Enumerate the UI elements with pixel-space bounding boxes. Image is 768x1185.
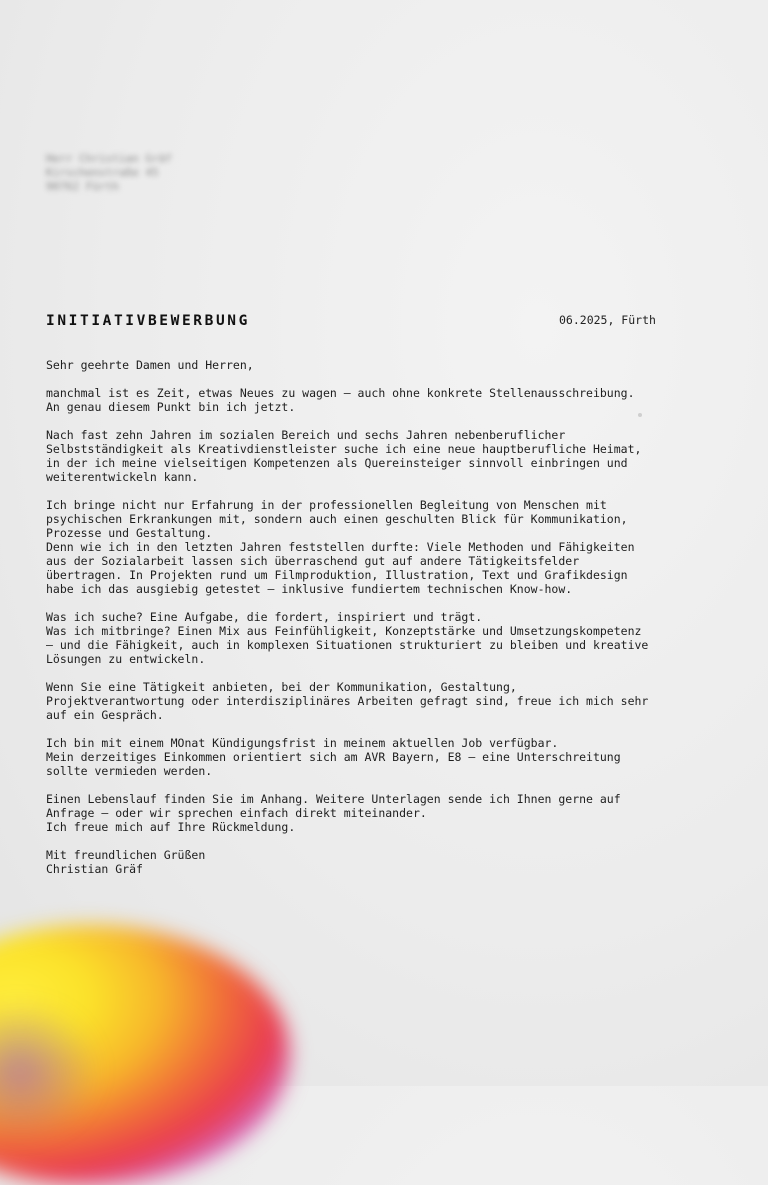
letter-paragraph: [46, 736, 726, 778]
letter-line: Ich bringe nicht nur Erfahrung in der professionellen Begleitung von Menschen mit: [46, 498, 607, 512]
letter-line: habe ich das ausgiebig getestet – inklusive fundiertem technischen Know-how.: [46, 582, 573, 596]
letter-line: auf ein Gespräch.: [46, 708, 164, 722]
letter-line: Was ich suche? Eine Aufgabe, die fordert, inspiriert und trägt.: [46, 610, 483, 624]
letter-line: Ich freue mich auf Ihre Rückmeldung.: [46, 820, 296, 834]
letter-line: Christian Gräf: [46, 862, 143, 876]
letter-line: Mein derzeitiges Einkommen orientiert sich am AVR Bayern, E8 – eine Unterschreitung: [46, 750, 621, 764]
letter-line: aus der Sozialarbeit lassen sich überraschend gut auf andere Tätigkeitsfelder: [46, 554, 580, 568]
letter-paragraph: [46, 680, 726, 722]
sender-city: 90762 Fürth: [46, 180, 119, 193]
letter-paragraph: [46, 386, 726, 414]
letter-line: Lösungen zu entwickeln.: [46, 652, 206, 666]
letter-line: in der ich meine vielseitigen Kompetenzen als Quereinsteiger sinnvoll einbringen und: [46, 456, 628, 470]
sender-street: Kirschenstraße 45: [46, 166, 159, 179]
date-place: 06.2025, Fürth: [559, 313, 656, 327]
letter-line: An genau diesem Punkt bin ich jetzt.: [46, 400, 296, 414]
letter-line: Was ich mitbringe? Einen Mix aus Feinfühligkeit, Konzeptstärke und Umsetzungskompetenz: [46, 624, 642, 638]
letter-line: Einen Lebenslauf finden Sie im Anhang. Weitere Unterlagen sende ich Ihnen gerne auf: [46, 792, 621, 806]
letter-paragraph: [46, 358, 726, 372]
letter-title: INITIATIVBEWERBUNG: [46, 313, 250, 329]
letter-line: Prozesse und Gestaltung.: [46, 526, 213, 540]
letter-line: Denn wie ich in den letzten Jahren feststellen durfte: Viele Methoden und Fähigkeiten: [46, 540, 635, 554]
letter-line: Selbstständigkeit als Kreativdienstleister suche ich eine neue hauptberufliche Heimat,: [46, 442, 642, 456]
letter-line: Sehr geehrte Damen und Herren,: [46, 358, 254, 372]
letter-paragraph: [46, 792, 726, 834]
letter-paragraph: [46, 428, 726, 484]
letter-line: Mit freundlichen Grüßen: [46, 848, 206, 862]
letter-line: psychischen Erkrankungen mit, sondern auch einen geschulten Blick für Kommunikation,: [46, 512, 628, 526]
sender-address-blurred: [46, 152, 172, 194]
letter-line: – und die Fähigkeit, auch in komplexen Situationen strukturiert zu bleiben und kreative: [46, 638, 649, 652]
letter-line: Ich bin mit einem MOnat Kündigungsfrist in meinem aktuellen Job verfügbar.: [46, 736, 559, 750]
letter-line: weiterentwickeln kann.: [46, 470, 199, 484]
letter-paragraph: [46, 610, 726, 666]
letter-body: [46, 358, 726, 890]
letter-line: Nach fast zehn Jahren im sozialen Bereich und sechs Jahren nebenberuflicher: [46, 428, 566, 442]
letter-paragraph: [46, 848, 726, 876]
sender-name: Herr Christian Gräf: [46, 152, 172, 165]
letter-line: sollte vermieden werden.: [46, 764, 213, 778]
letter-line: Anfrage – oder wir sprechen einfach direkt miteinander.: [46, 806, 427, 820]
letter-line: manchmal ist es Zeit, etwas Neues zu wagen – auch ohne konkrete Stellenausschreibung.: [46, 386, 635, 400]
letter-line: Projektverantwortung oder interdisziplinäres Arbeiten gefragt sind, freue ich mich sehr: [46, 694, 649, 708]
letter-line: Wenn Sie eine Tätigkeit anbieten, bei der Kommunikation, Gestaltung,: [46, 680, 517, 694]
letter-paragraph: [46, 498, 726, 596]
letter-line: übertragen. In Projekten rund um Filmproduktion, Illustration, Text und Grafikdesign: [46, 568, 628, 582]
